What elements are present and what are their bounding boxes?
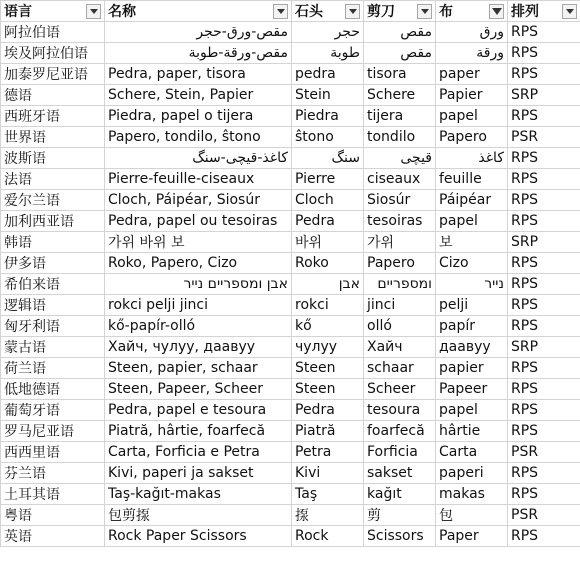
cell-rock[interactable]: pedra	[292, 64, 364, 85]
cell-order[interactable]: RPS	[508, 43, 580, 64]
cell-rock[interactable]: 揼	[292, 505, 364, 526]
cell-rock[interactable]: Pedra	[292, 211, 364, 232]
cell-cloth[interactable]: Paper	[436, 526, 508, 547]
cell-language[interactable]: 土耳其语	[1, 484, 105, 505]
cell-rock[interactable]: Piatră	[292, 421, 364, 442]
cell-scissors[interactable]: olló	[364, 316, 436, 337]
cell-language[interactable]: 逻辑语	[1, 295, 105, 316]
cell-cloth[interactable]: paper	[436, 64, 508, 85]
cell-cloth[interactable]: makas	[436, 484, 508, 505]
header-cell-cloth[interactable]	[436, 1, 508, 22]
cell-scissors[interactable]: tesoura	[364, 400, 436, 421]
cell-scissors[interactable]: مقص	[364, 43, 436, 64]
cell-scissors[interactable]: قیچی	[364, 148, 436, 169]
table-row	[1, 190, 580, 211]
cell-order[interactable]: PSR	[508, 127, 580, 148]
cell-scissors[interactable]: Scheer	[364, 379, 436, 400]
cell-scissors[interactable]: Forficia	[364, 442, 436, 463]
cell-rock[interactable]: Stein	[292, 85, 364, 106]
cell-order[interactable]: RPS	[508, 148, 580, 169]
filter-dropdown-icon[interactable]	[273, 4, 288, 19]
header-label: 剪刀	[367, 4, 395, 20]
table-row	[1, 148, 580, 169]
table-row	[1, 127, 580, 148]
table-row	[1, 211, 580, 232]
cell-name[interactable]: کاغذ-قیچی-سنگ	[105, 148, 292, 169]
cell-cloth[interactable]: papel	[436, 211, 508, 232]
cell-order[interactable]: RPS	[508, 211, 580, 232]
table-row	[1, 232, 580, 253]
filter-dropdown-icon[interactable]	[562, 4, 577, 19]
filter-active-funnel-icon[interactable]	[489, 4, 504, 19]
cell-cloth[interactable]: 보	[436, 232, 508, 253]
filter-dropdown-icon[interactable]	[345, 4, 360, 19]
cell-name[interactable]: אבן ומספריים נייר	[105, 274, 292, 295]
cell-name[interactable]: Papero, tondilo, ŝtono	[105, 127, 292, 148]
cell-language[interactable]: 芬兰语	[1, 463, 105, 484]
cell-cloth[interactable]: Carta	[436, 442, 508, 463]
cell-cloth[interactable]: Cizo	[436, 253, 508, 274]
cell-cloth[interactable]: ورقة	[436, 43, 508, 64]
cell-cloth[interactable]: נייר	[436, 274, 508, 295]
cell-rock[interactable]: чулуу	[292, 337, 364, 358]
cell-rock[interactable]: ŝtono	[292, 127, 364, 148]
header-cell-order[interactable]	[508, 1, 580, 22]
filter-dropdown-icon[interactable]	[417, 4, 432, 19]
cell-rock[interactable]: rokci	[292, 295, 364, 316]
cell-name[interactable]: Piedra, papel o tijera	[105, 106, 292, 127]
cell-scissors[interactable]: Scissors	[364, 526, 436, 547]
cell-rock[interactable]: Rock	[292, 526, 364, 547]
table-row	[1, 316, 580, 337]
cell-rock[interactable]: طوبة	[292, 43, 364, 64]
cell-language[interactable]: 低地德语	[1, 379, 105, 400]
table-row	[1, 274, 580, 295]
cell-language[interactable]: 德语	[1, 85, 105, 106]
table-row	[1, 337, 580, 358]
header-cell-name[interactable]	[105, 1, 292, 22]
cell-cloth[interactable]: papír	[436, 316, 508, 337]
cell-order[interactable]: SRP	[508, 232, 580, 253]
cell-rock[interactable]: אבן	[292, 274, 364, 295]
cell-rock[interactable]: Petra	[292, 442, 364, 463]
cell-order[interactable]: SRP	[508, 337, 580, 358]
cell-cloth[interactable]: Papero	[436, 127, 508, 148]
cell-order[interactable]: RPS	[508, 253, 580, 274]
cell-order[interactable]: RPS	[508, 526, 580, 547]
header-label: 石头	[295, 4, 323, 20]
table-row	[1, 43, 580, 64]
cell-order[interactable]: RPS	[508, 64, 580, 85]
cell-rock[interactable]: Pedra	[292, 400, 364, 421]
cell-name[interactable]: Steen, papier, schaar	[105, 358, 292, 379]
cell-order[interactable]: RPS	[508, 421, 580, 442]
header-label: 排列	[511, 4, 539, 20]
cell-name[interactable]: مقص-ورق-حجر	[105, 22, 292, 43]
cell-language[interactable]: 埃及阿拉伯语	[1, 43, 105, 64]
cell-scissors[interactable]: Хайч	[364, 337, 436, 358]
cell-order[interactable]: RPS	[508, 106, 580, 127]
cell-cloth[interactable]: pelji	[436, 295, 508, 316]
header-label: 名称	[108, 4, 136, 20]
cell-name[interactable]: Kivi, paperi ja sakset	[105, 463, 292, 484]
cell-name[interactable]: Taş-kağıt-makas	[105, 484, 292, 505]
cell-name[interactable]: Steen, Papeer, Scheer	[105, 379, 292, 400]
cell-order[interactable]: RPS	[508, 400, 580, 421]
cell-language[interactable]: 希伯来语	[1, 274, 105, 295]
cell-scissors[interactable]: tijera	[364, 106, 436, 127]
cell-order[interactable]: RPS	[508, 295, 580, 316]
table-row	[1, 169, 580, 190]
cell-cloth[interactable]: Papeer	[436, 379, 508, 400]
cell-name[interactable]: Pedra, papel ou tesoiras	[105, 211, 292, 232]
cell-name[interactable]: rokci pelji jinci	[105, 295, 292, 316]
cell-name[interactable]: Pierre-feuille-ciseaux	[105, 169, 292, 190]
cell-language[interactable]: 爱尔兰语	[1, 190, 105, 211]
cell-language[interactable]: 粤语	[1, 505, 105, 526]
header-row	[1, 1, 580, 22]
cell-order[interactable]: RPS	[508, 169, 580, 190]
cell-scissors[interactable]: sakset	[364, 463, 436, 484]
cell-language[interactable]: 韩语	[1, 232, 105, 253]
cell-order[interactable]: RPS	[508, 484, 580, 505]
cell-name[interactable]: 가위 바위 보	[105, 232, 292, 253]
cell-rock[interactable]: حجر	[292, 22, 364, 43]
table-row	[1, 358, 580, 379]
cell-rock[interactable]: Steen	[292, 358, 364, 379]
cell-order[interactable]: PSR	[508, 442, 580, 463]
table-row	[1, 106, 580, 127]
cell-name[interactable]: مقص-ورقة-طوبة	[105, 43, 292, 64]
cell-cloth[interactable]: даавуу	[436, 337, 508, 358]
table-row	[1, 526, 580, 547]
cell-scissors[interactable]: tondilo	[364, 127, 436, 148]
cell-language[interactable]: 西西里语	[1, 442, 105, 463]
cell-name[interactable]: Cloch, Páipéar, Siosúr	[105, 190, 292, 211]
cell-cloth[interactable]: feuille	[436, 169, 508, 190]
header-cell-lang[interactable]	[1, 1, 105, 22]
cell-order[interactable]: RPS	[508, 358, 580, 379]
header-label: 语言	[4, 4, 32, 20]
cell-language[interactable]: 荷兰语	[1, 358, 105, 379]
cell-scissors[interactable]: tesoiras	[364, 211, 436, 232]
cell-rock[interactable]: Taş	[292, 484, 364, 505]
cell-cloth[interactable]: hârtie	[436, 421, 508, 442]
cell-name[interactable]: Piatră, hârtie, foarfecă	[105, 421, 292, 442]
cell-order[interactable]: RPS	[508, 274, 580, 295]
cell-rock[interactable]: Pierre	[292, 169, 364, 190]
table-row	[1, 22, 580, 43]
cell-rock[interactable]: Kivi	[292, 463, 364, 484]
cell-scissors[interactable]: jinci	[364, 295, 436, 316]
cell-name[interactable]: Pedra, papel e tesoura	[105, 400, 292, 421]
cell-scissors[interactable]: foarfecă	[364, 421, 436, 442]
cell-scissors[interactable]: ciseaux	[364, 169, 436, 190]
cell-language[interactable]: 西班牙语	[1, 106, 105, 127]
cell-order[interactable]: RPS	[508, 379, 580, 400]
cell-rock[interactable]: سنگ	[292, 148, 364, 169]
table-row	[1, 463, 580, 484]
cell-language[interactable]: 葡萄牙语	[1, 400, 105, 421]
cell-cloth[interactable]: Páipéar	[436, 190, 508, 211]
cell-language[interactable]: 加利西亚语	[1, 211, 105, 232]
cell-cloth[interactable]: ورق	[436, 22, 508, 43]
cell-name[interactable]: kő-papír-olló	[105, 316, 292, 337]
cell-language[interactable]: 蒙古语	[1, 337, 105, 358]
cell-name[interactable]: Carta, Forficia e Petra	[105, 442, 292, 463]
cell-language[interactable]: 阿拉伯语	[1, 22, 105, 43]
cell-rock[interactable]: Cloch	[292, 190, 364, 211]
cell-language[interactable]: 罗马尼亚语	[1, 421, 105, 442]
header-cell-rock[interactable]	[292, 1, 364, 22]
cell-order[interactable]: RPS	[508, 316, 580, 337]
cell-cloth[interactable]: Papier	[436, 85, 508, 106]
cell-scissors[interactable]: 가위	[364, 232, 436, 253]
table-row	[1, 64, 580, 85]
cell-scissors[interactable]: tisora	[364, 64, 436, 85]
cell-rock[interactable]: Piedra	[292, 106, 364, 127]
cell-name[interactable]: 包剪揼	[105, 505, 292, 526]
cell-order[interactable]: RPS	[508, 463, 580, 484]
cell-scissors[interactable]: مقص	[364, 22, 436, 43]
table-row	[1, 295, 580, 316]
cell-name[interactable]: Roko, Papero, Cizo	[105, 253, 292, 274]
cell-language[interactable]: 波斯语	[1, 148, 105, 169]
cell-rock[interactable]: kő	[292, 316, 364, 337]
cell-name[interactable]: Хайч, чулуу, даавуу	[105, 337, 292, 358]
cell-language[interactable]: 伊多语	[1, 253, 105, 274]
cell-order[interactable]: RPS	[508, 190, 580, 211]
cell-rock[interactable]: Steen	[292, 379, 364, 400]
cell-cloth[interactable]: کاغذ	[436, 148, 508, 169]
cell-order[interactable]: PSR	[508, 505, 580, 526]
cell-scissors[interactable]: schaar	[364, 358, 436, 379]
cell-scissors[interactable]: 剪	[364, 505, 436, 526]
filter-dropdown-icon[interactable]	[86, 4, 101, 19]
table-row	[1, 442, 580, 463]
cell-order[interactable]: RPS	[508, 22, 580, 43]
cell-rock[interactable]: 바위	[292, 232, 364, 253]
cell-language[interactable]: 加泰罗尼亚语	[1, 64, 105, 85]
cell-name[interactable]: Schere, Stein, Papier	[105, 85, 292, 106]
cell-scissors[interactable]: kağıt	[364, 484, 436, 505]
cell-cloth[interactable]: papier	[436, 358, 508, 379]
table-row	[1, 85, 580, 106]
cell-name[interactable]: Pedra, paper, tisora	[105, 64, 292, 85]
cell-rock[interactable]: Roko	[292, 253, 364, 274]
cell-language[interactable]: 英语	[1, 526, 105, 547]
table-row	[1, 253, 580, 274]
cell-name[interactable]: Rock Paper Scissors	[105, 526, 292, 547]
cell-cloth[interactable]: papel	[436, 106, 508, 127]
cell-scissors[interactable]: Siosúr	[364, 190, 436, 211]
table-row	[1, 505, 580, 526]
cell-cloth[interactable]: 包	[436, 505, 508, 526]
cell-language[interactable]: 世界语	[1, 127, 105, 148]
cell-scissors[interactable]: ומספריים	[364, 274, 436, 295]
cell-scissors[interactable]: Schere	[364, 85, 436, 106]
table-row	[1, 400, 580, 421]
header-cell-scissors[interactable]	[364, 1, 436, 22]
table-row	[1, 484, 580, 505]
header-label: 布	[439, 4, 453, 20]
cell-scissors[interactable]: Papero	[364, 253, 436, 274]
cell-language[interactable]: 匈牙利语	[1, 316, 105, 337]
cell-cloth[interactable]: papel	[436, 400, 508, 421]
cell-language[interactable]: 法语	[1, 169, 105, 190]
cell-order[interactable]: SRP	[508, 85, 580, 106]
cell-cloth[interactable]: paperi	[436, 463, 508, 484]
table-row	[1, 379, 580, 400]
table-row	[1, 421, 580, 442]
